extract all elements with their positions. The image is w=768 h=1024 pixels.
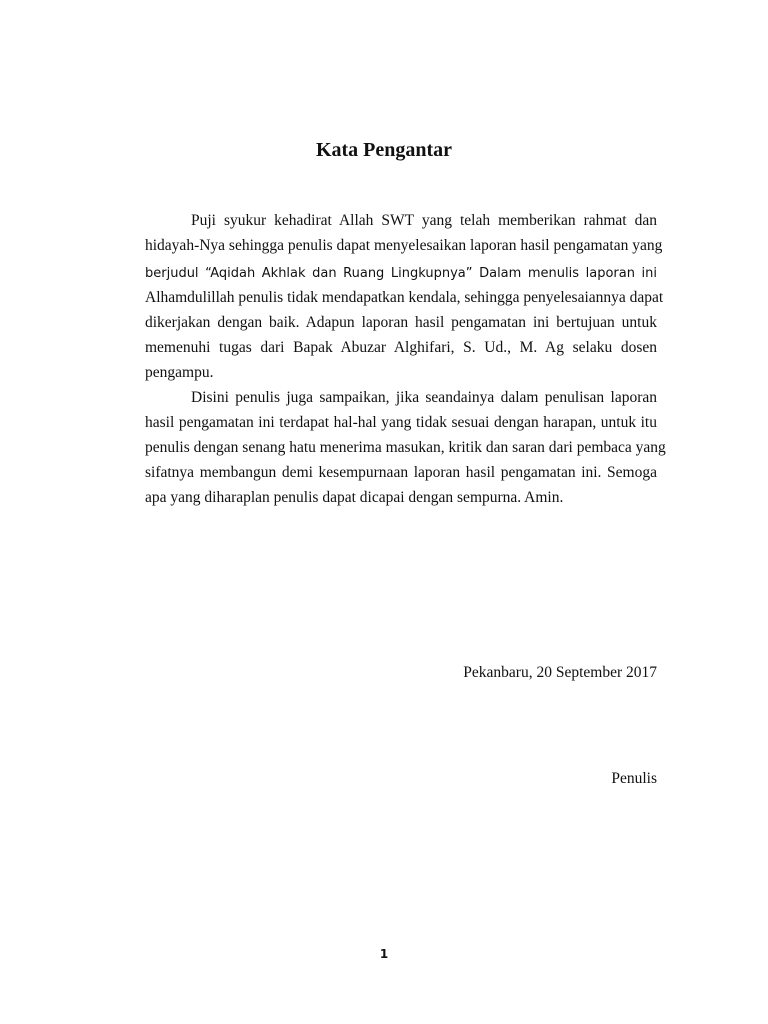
paragraph-line: hasil pengamatan ini terdapat hal-hal yang tidak sesuai dengan harapan, untuk itu: [145, 414, 657, 431]
signer: Penulis: [611, 770, 657, 787]
paragraph-line: dikerjakan dengan baik. Adapun laporan hasil pengamatan ini bertujuan untuk: [145, 314, 657, 331]
paragraph-line: sifatnya membangun demi kesempurnaan laporan hasil pengamatan ini. Semoga: [145, 464, 657, 481]
paragraph-line: Disini penulis juga sampaikan, jika seandainya dalam penulisan laporan: [191, 389, 657, 406]
paragraph-line: pengampu.: [145, 364, 214, 381]
place-date: Pekanbaru, 20 September 2017: [463, 664, 657, 681]
paragraph-line: Puji syukur kehadirat Allah SWT yang telah memberikan rahmat dan: [191, 212, 657, 229]
paragraph-line: penulis dengan senang hatu menerima masukan, kritik dan saran dari pembaca yang: [145, 439, 666, 456]
paragraph-line: apa yang diharaplan penulis dapat dicapai dengan sempurna. Amin.: [145, 489, 564, 506]
paragraph-line: berjudul “Aqidah Akhlak dan Ruang Lingkupnya” Dalam menulis laporan ini: [145, 266, 657, 281]
page-title: Kata Pengantar: [315, 139, 453, 161]
page-number: 1: [379, 947, 389, 961]
paragraph-line: Alhamdulillah penulis tidak mendapatkan kendala, sehingga penyelesaiannya dapat: [145, 289, 664, 306]
paragraph-line: memenuhi tugas dari Bapak Abuzar Alghifari, S. Ud., M. Ag selaku dosen: [145, 339, 657, 356]
paragraph-line: hidayah-Nya sehingga penulis dapat menyelesaikan laporan hasil pengamatan yang: [145, 237, 663, 254]
